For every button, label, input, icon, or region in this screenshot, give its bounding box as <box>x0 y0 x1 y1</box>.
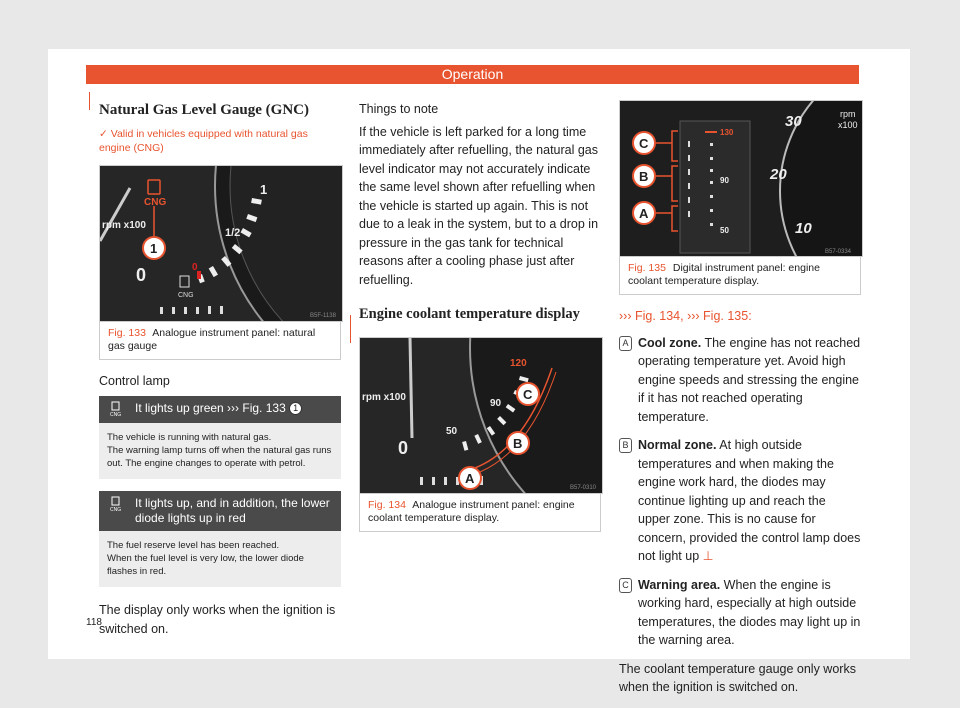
figure-number: Fig. 134 <box>368 499 406 511</box>
figure-code: B5F-1138 <box>310 313 336 319</box>
rpm-10: 10 <box>795 220 812 237</box>
gauge-half-mark: 1/2 <box>225 227 241 239</box>
figure-133-caption <box>99 322 341 360</box>
svg-text:CNG: CNG <box>178 292 194 299</box>
temp-50: 50 <box>446 426 458 437</box>
svg-text:CNG: CNG <box>110 507 122 512</box>
zone-text: At high outside temperatures and when making the engine work hard, the diodes may continue lighting up and reach the upper zone. This is no cause for concern, provided the control lamp does not light up <box>638 438 861 563</box>
figure-134-caption <box>359 494 601 532</box>
column-left <box>99 100 341 638</box>
temp-90: 90 <box>720 176 729 185</box>
gauge-footer-text: The display only works when the ignition is switched on. <box>99 603 336 636</box>
rpm-unit: rpm <box>840 109 856 119</box>
gauge-full-mark: 1 <box>260 182 268 197</box>
zone-item-c <box>619 576 861 650</box>
figure-code: B57-0334 <box>825 249 852 255</box>
control-lamp-heading: Control lamp <box>99 374 170 388</box>
rpm-20: 20 <box>770 166 787 183</box>
page-number: 118 <box>86 617 102 628</box>
lamp-box-green <box>99 396 341 479</box>
cng-lamp-icon <box>109 496 123 512</box>
figure-caption-text: Digital instrument panel: engine coolant temperature display. <box>628 262 820 287</box>
svg-text:A: A <box>465 471 475 486</box>
heading-accent-bar <box>350 315 351 343</box>
section-title-text: Natural Gas Level Gauge (GNC) <box>99 102 309 118</box>
rpm-zero: 0 <box>398 438 409 458</box>
figure-133-image <box>99 165 343 322</box>
rpm-multiplier: x100 <box>838 120 858 130</box>
section-title <box>99 100 341 119</box>
coolant-analogue-illustration <box>360 338 602 493</box>
things-text: If the vehicle is left parked for a long time immediately after refuelling, the natural gas level indicator may not accurately indicate the same level shown after refuelling when the vehicle is started up again. This is not due to a leak in the system, but to a drop in pressure in the gas tank for technical reasons after a cooling phase just after refuelling. <box>359 124 599 287</box>
zone-title: Cool zone. <box>638 335 702 350</box>
title-accent-bar <box>89 92 90 110</box>
rpm-30: 30 <box>785 113 802 130</box>
gauge-empty-mark: 0 <box>192 262 198 273</box>
column-right <box>619 100 861 697</box>
lamp-heading-text: It lights up green ››› Fig. 133 <box>135 401 286 415</box>
coolant-heading <box>359 303 601 325</box>
rpm-zero: 0 <box>136 265 147 285</box>
svg-text:B: B <box>513 436 523 451</box>
svg-text:CNG: CNG <box>110 412 122 417</box>
coolant-digital-illustration <box>620 101 862 256</box>
badge-b: B <box>619 438 632 453</box>
rpm-label: rpm x100 <box>362 392 406 403</box>
rpm-label: rpm x100 <box>102 220 146 231</box>
badge-c: C <box>619 578 632 593</box>
temp-90: 90 <box>490 398 502 409</box>
zone-item-a <box>619 334 861 427</box>
zone-title: Normal zone. <box>638 438 717 452</box>
badge-a: A <box>619 336 632 351</box>
zone-text: When the engine is working hard, especially at high outside temperatures, the diodes may light up in the warning area. <box>638 577 861 647</box>
svg-text:B: B <box>639 169 649 184</box>
figure-number: Fig. 133 <box>108 327 146 339</box>
lamp-body: The fuel reserve level has been reached. When the fuel level is very low, the lower diode flashes in red. <box>107 540 304 577</box>
lamp-body: The vehicle is running with natural gas. The warning lamp turns off when the natural gas runs out. The engine changes to operate with petrol. <box>107 432 332 469</box>
coolant-footer-text: The coolant temperature gauge only works when the ignition is switched on. <box>619 661 856 694</box>
figure-caption-text: Analogue instrument panel: engine coolant temperature display. <box>368 499 575 524</box>
gas-gauge-illustration <box>100 166 342 321</box>
lamp-box-red <box>99 491 341 587</box>
figure-caption-text: Analogue instrument panel: natural gas gauge <box>108 327 316 352</box>
validity-note <box>99 127 341 155</box>
svg-text:1: 1 <box>150 241 158 256</box>
check-icon: ✓ <box>99 128 108 140</box>
coolant-heading-text: Engine coolant temperature display <box>359 306 580 322</box>
validity-text: Valid in vehicles equipped with natural gas engine (CNG) <box>99 128 308 154</box>
coolant-temperature-icon: ⊥ <box>702 549 714 563</box>
callout-ref-1: 1 <box>289 402 302 415</box>
svg-text:CNG: CNG <box>144 197 167 208</box>
zone-title: Warning area. <box>638 577 721 592</box>
lamp-heading-text: It lights up, and in addition, the lower diode lights up in red <box>135 496 330 525</box>
figure-reference-line[interactable]: ››› Fig. 134, ››› Fig. 135: <box>619 309 752 323</box>
zone-item-b <box>619 436 861 566</box>
figure-code: B57-0310 <box>570 485 597 491</box>
figure-135-image <box>619 100 863 257</box>
things-heading: Things to note <box>359 102 439 116</box>
figure-number: Fig. 135 <box>628 262 666 274</box>
figure-134-image <box>359 337 603 494</box>
svg-text:C: C <box>523 387 533 402</box>
figure-135-caption <box>619 257 861 295</box>
lamp-header <box>99 491 341 531</box>
column-middle <box>359 100 601 532</box>
svg-text:C: C <box>639 136 649 151</box>
header-bar: Operation <box>86 65 859 84</box>
zone-text: The engine has not reached operating temperature yet. Avoid high engine speeds and stressing the engine if it has not reached operating temperature. <box>638 335 861 424</box>
temp-120: 120 <box>510 358 527 369</box>
temp-50: 50 <box>720 226 729 235</box>
lamp-header <box>99 396 341 423</box>
cng-lamp-icon <box>109 401 123 417</box>
temp-130: 130 <box>720 128 734 137</box>
svg-text:A: A <box>639 206 649 221</box>
